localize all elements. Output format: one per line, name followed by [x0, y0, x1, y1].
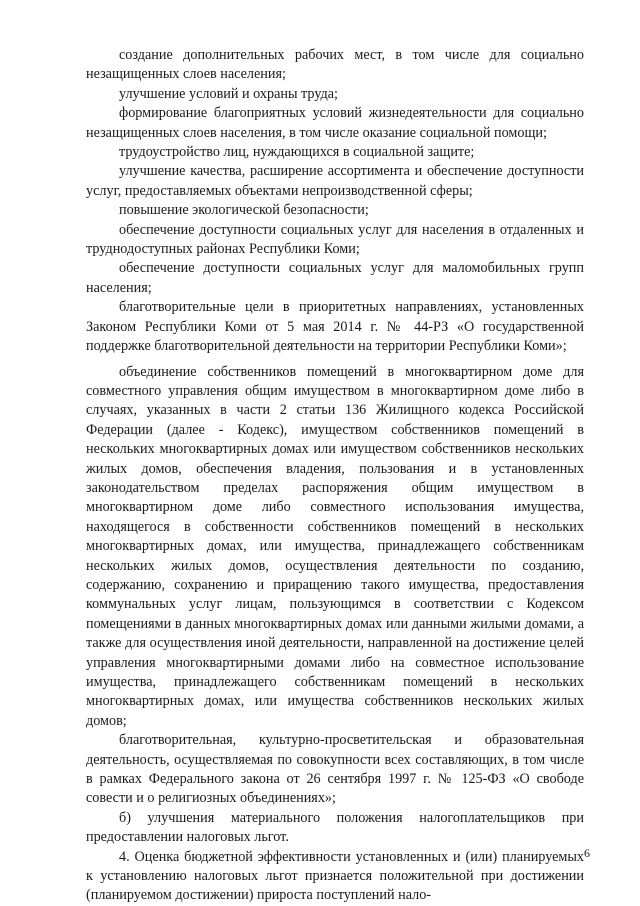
paragraph-1: создание дополнительных рабочих мест, в том числе для социально незащищенных слоев населения; — [86, 47, 584, 83]
paragraph-13: 4. Оценка бюджетной эффективности установленных и (или) планируемых к установлению налоговых льгот признается положительной при достижении (планируемом достижении) прироста поступлений нало- — [86, 848, 584, 904]
paragraph-6: повышение экологической безопасности; — [119, 202, 369, 219]
paragraph-3: формирование благоприятных условий жизнедеятельности для социально незащищенных слоев населения, в том числе оказание социальной помощи; — [86, 105, 584, 141]
paragraph-9: благотворительные цели в приоритетных направлениях, установленных Законом Республики Коми от 5 мая 2014 г. № 44-РЗ «О государственной поддержке благотворительной деятельности на территории Республики Коми»; — [86, 299, 584, 355]
paragraph-10: объединение собственников помещений в многоквартирном доме для совместного управления общим имуществом в многоквартирном доме либо в случаях, указанных в части 2 статьи 136 Жилищного кодекса Российской Федерации (далее - Кодекс), имуществом собственников помещений в нескольких многоквартирных домах или имуществом собственников нескольких жилых домов, обеспечения владения, пользования и в установленных законодательством пределах распоряжения общим имуществом в многоквартирном доме либо совместного использования имущества, находящегося в собственности собственников помещений в нескольких многоквартирных домах, или имущества, принадлежащего собственникам нескольких жилых домов, осуществления деятельности по созданию, содержанию, сохранению и приращению такого имущества, предоставления коммунальных услуг лицам, пользующимся в соответствии с Кодексом помещениями в данных многоквартирных домах или данными жилыми домами, а также для осуществления иной деятельности, направленной на достижение целей управления многоквартирными домами либо на совместное использование имущества, принадлежащего собственникам помещений в нескольких многоквартирных домах, или имущества собственников нескольких жилых домов; — [86, 363, 584, 729]
page-number: 6 — [584, 846, 590, 860]
paragraph-11: благотворительная, культурно-просветительская и образовательная деятельность, осуществляемая по совокупности всех составляющих, в том числе в рамках Федерального закона от 26 сентября 1997 г. № 125-ФЗ «О свободе совести и о религиозных объединениях»; — [86, 732, 584, 807]
paragraph-2: улучшение условий и охраны труда; — [119, 85, 338, 102]
paragraph-7: обеспечение доступности социальных услуг для населения в отдаленных и труднодоступных районах Республики Коми; — [86, 221, 584, 258]
paragraph-12: б) улучшения материального положения налогоплательщиков при предоставлении налоговых льгот. — [86, 809, 584, 846]
document-body — [86, 46, 584, 906]
paragraph-5: улучшение качества, расширение ассортимента и обеспечение доступности услуг, предоставляемых объектами непроизводственной сферы; — [86, 163, 584, 199]
paragraph-8: обеспечение доступности социальных услуг для маломобильных групп населения; — [86, 260, 584, 296]
paragraph-4: трудоустройство лиц, нуждающихся в социальной защите; — [119, 144, 475, 161]
